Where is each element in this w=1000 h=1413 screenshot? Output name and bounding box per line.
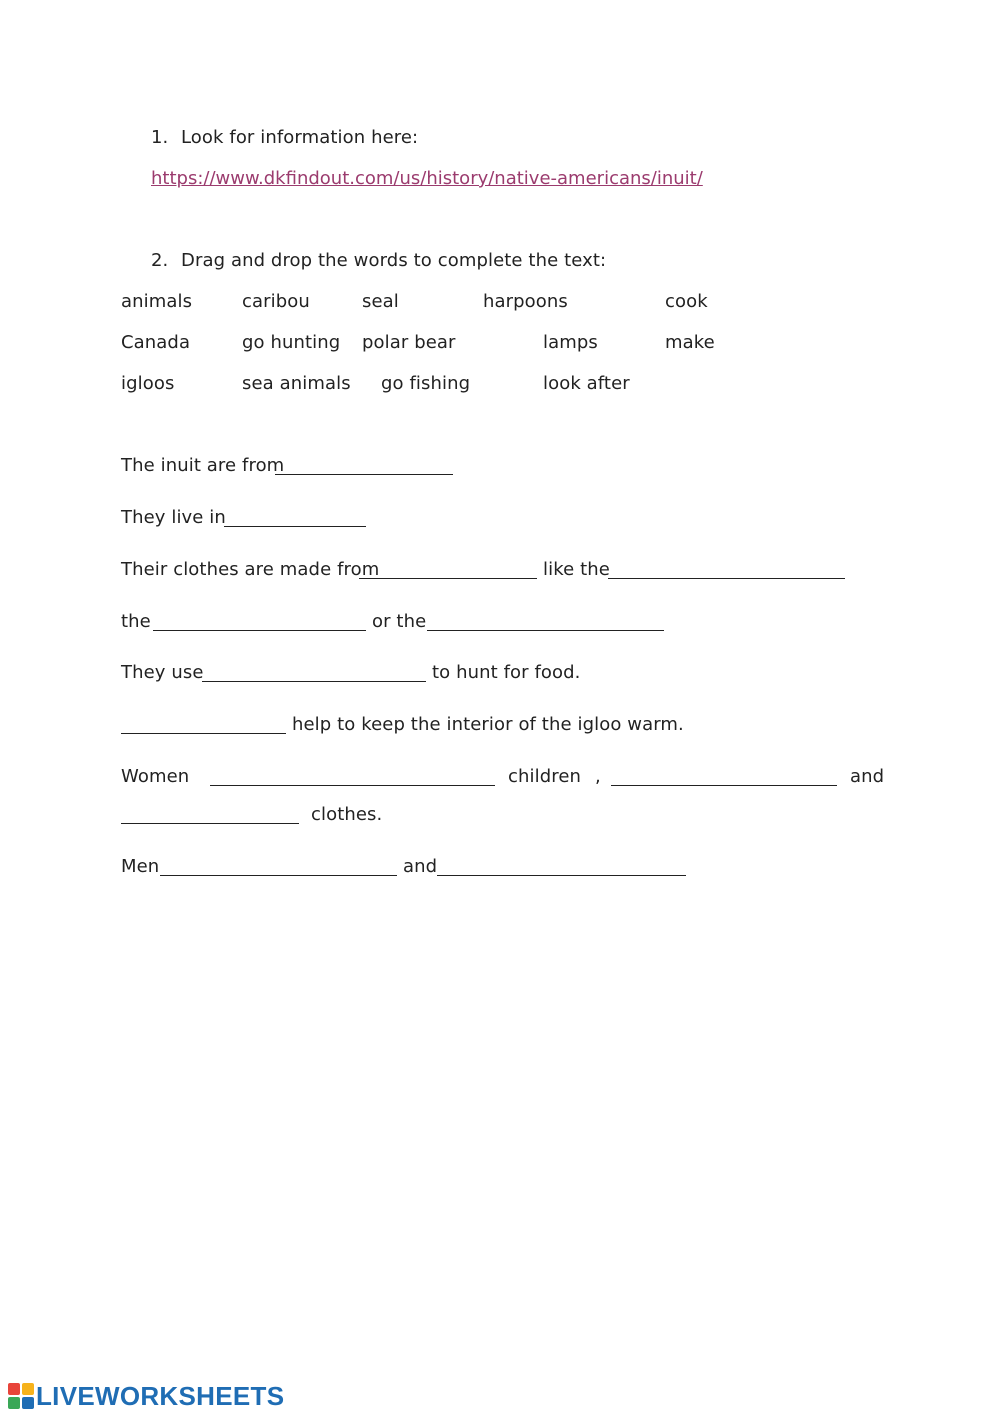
logo-square-icon [22, 1397, 34, 1409]
logo-square-icon [8, 1383, 20, 1395]
sentence-text: They use [121, 662, 204, 683]
logo-square-icon [8, 1397, 20, 1409]
word-polar-bear[interactable]: polar bear [362, 332, 456, 353]
sentence-text: children [508, 766, 582, 787]
sentence-text: clothes. [311, 804, 383, 825]
sentence-text: Women [121, 766, 190, 787]
sentence-text: to hunt for food. [432, 662, 581, 683]
word-go-fishing[interactable]: go fishing [381, 373, 471, 394]
instruction-1-number: 1. [151, 127, 169, 148]
info-link[interactable]: https://www.dkfindout.com/us/history/native-americans/inuit/ [151, 168, 703, 189]
logo-square-icon [22, 1383, 34, 1395]
answer-blank-4[interactable] [608, 578, 845, 579]
instruction-2-number: 2. [151, 250, 169, 271]
answer-blank-8[interactable] [121, 733, 286, 734]
word-igloos[interactable]: igloos [121, 373, 175, 394]
word-seal[interactable]: seal [362, 291, 399, 312]
sentence-text: Their clothes are made from [121, 559, 380, 580]
word-canada[interactable]: Canada [121, 332, 191, 353]
sentence-text: They live in [121, 507, 226, 528]
word-look-after[interactable]: look after [543, 373, 630, 394]
answer-blank-3[interactable] [359, 578, 537, 579]
sentence-text: help to keep the interior of the igloo warm. [292, 714, 684, 735]
answer-blank-1[interactable] [275, 474, 453, 475]
word-harpoons[interactable]: harpoons [483, 291, 568, 312]
instruction-2-text: Drag and drop the words to complete the text: [181, 250, 607, 271]
sentence-text: or the [372, 611, 427, 632]
answer-blank-6[interactable] [427, 630, 664, 631]
answer-blank-11[interactable] [121, 823, 299, 824]
word-animals[interactable]: animals [121, 291, 193, 312]
answer-blank-5[interactable] [153, 630, 366, 631]
word-cook[interactable]: cook [665, 291, 708, 312]
sentence-comma: , [595, 766, 601, 787]
word-lamps[interactable]: lamps [543, 332, 598, 353]
liveworksheets-logo [8, 1381, 284, 1411]
word-go-hunting[interactable]: go hunting [242, 332, 341, 353]
sentence-text: Men [121, 856, 160, 877]
sentence-text: The inuit are from [121, 455, 285, 476]
answer-blank-13[interactable] [437, 875, 686, 876]
answer-blank-12[interactable] [160, 875, 397, 876]
sentence-text: like the [543, 559, 610, 580]
word-sea-animals[interactable]: sea animals [242, 373, 351, 394]
answer-blank-7[interactable] [202, 681, 426, 682]
logo-brand-text: LIVEWORKSHEETS [36, 1380, 285, 1411]
liveworksheets-logo-icon [8, 1383, 34, 1409]
answer-blank-9[interactable] [210, 785, 495, 786]
instruction-1-text: Look for information here: [181, 127, 419, 148]
answer-blank-10[interactable] [611, 785, 837, 786]
word-caribou[interactable]: caribou [242, 291, 310, 312]
word-make[interactable]: make [665, 332, 715, 353]
sentence-text: and [403, 856, 438, 877]
answer-blank-2[interactable] [224, 526, 366, 527]
sentence-text: and [850, 766, 885, 787]
sentence-text: the [121, 611, 151, 632]
